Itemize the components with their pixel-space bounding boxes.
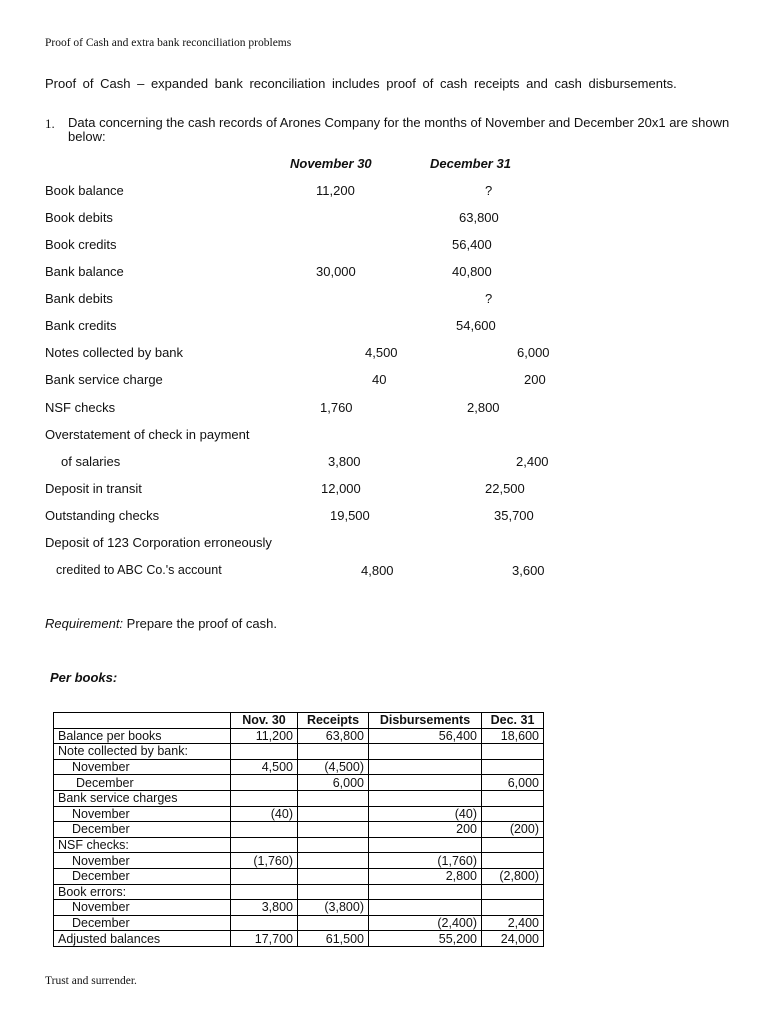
table-cell: Note collected by bank: — [54, 744, 231, 760]
table-cell: 2,800 — [369, 868, 482, 884]
table-cell — [482, 744, 544, 760]
table-cell — [231, 915, 298, 931]
requirement-text: Prepare the proof of cash. — [123, 616, 277, 631]
table-cell: (40) — [231, 806, 298, 822]
requirement — [45, 616, 277, 631]
column-header-december: December 31 — [430, 156, 511, 171]
table-cell: 11,200 — [231, 728, 298, 744]
proof-of-cash-table — [53, 712, 544, 947]
table-row — [54, 775, 544, 791]
row-label: NSF checks — [45, 400, 116, 415]
table-cell — [482, 759, 544, 775]
table-cell: 6,000 — [482, 775, 544, 791]
table-cell: November — [54, 853, 231, 869]
table-cell — [482, 837, 544, 853]
row-label: Book debits — [45, 210, 113, 225]
table-cell — [231, 744, 298, 760]
row-label: of salaries — [61, 454, 121, 469]
row-nov-value: 12,000 — [321, 481, 361, 496]
table-row — [54, 915, 544, 931]
table-cell: 55,200 — [369, 931, 482, 947]
table-cell — [231, 822, 298, 838]
table-cell: Adjusted balances — [54, 931, 231, 947]
row-nov-value: 30,000 — [316, 264, 356, 279]
header-cell — [54, 713, 231, 729]
table-cell — [369, 900, 482, 916]
table-cell — [482, 790, 544, 806]
table-cell: 4,500 — [231, 759, 298, 775]
row-label: Bank debits — [45, 291, 113, 306]
table-row — [54, 884, 544, 900]
table-row — [54, 853, 544, 869]
row-dec-value: 56,400 — [452, 237, 492, 252]
table-cell: November — [54, 806, 231, 822]
table-cell — [482, 884, 544, 900]
row-nov-value: 4,500 — [365, 345, 398, 360]
row-label: Outstanding checks — [45, 508, 160, 523]
table-row — [54, 868, 544, 884]
document-title: Proof of Cash and extra bank reconciliation problems — [45, 37, 292, 49]
table-cell: 6,000 — [298, 775, 369, 791]
table-cell: (2,800) — [482, 868, 544, 884]
table-cell — [298, 790, 369, 806]
row-dec-value: 35,700 — [494, 508, 534, 523]
table-cell — [298, 868, 369, 884]
table-cell — [298, 822, 369, 838]
table-cell — [482, 853, 544, 869]
per-books-heading: Per books: — [50, 670, 118, 685]
table-cell — [298, 837, 369, 853]
row-dec-value: 3,600 — [512, 563, 545, 578]
row-dec-value: 63,800 — [459, 210, 499, 225]
table-cell: (3,800) — [298, 900, 369, 916]
row-dec-value: 2,400 — [516, 454, 549, 469]
table-cell: 200 — [369, 822, 482, 838]
table-cell — [298, 884, 369, 900]
requirement-label: Requirement: — [45, 616, 124, 631]
table-cell: NSF checks: — [54, 837, 231, 853]
table-cell: December — [54, 915, 231, 931]
footer-text: Trust and surrender. — [45, 975, 137, 987]
table-row — [54, 728, 544, 744]
table-cell: (200) — [482, 822, 544, 838]
table-cell: 56,400 — [369, 728, 482, 744]
table-cell — [231, 837, 298, 853]
table-cell — [298, 744, 369, 760]
table-cell — [298, 915, 369, 931]
row-label: Overstatement of check in payment — [45, 427, 250, 442]
table-cell: November — [54, 759, 231, 775]
table-cell — [369, 837, 482, 853]
row-nov-value: 4,800 — [361, 563, 394, 578]
table-cell: (1,760) — [231, 853, 298, 869]
table-cell — [231, 790, 298, 806]
table-cell: (4,500) — [298, 759, 369, 775]
row-label: Book credits — [45, 237, 117, 252]
table-cell: 17,700 — [231, 931, 298, 947]
row-label: Bank credits — [45, 318, 117, 333]
row-nov-value: 40 — [372, 372, 387, 387]
row-dec-value: 2,800 — [467, 400, 500, 415]
row-dec-value: ? — [485, 183, 493, 198]
row-nov-value: 1,760 — [320, 400, 353, 415]
table-cell: 24,000 — [482, 931, 544, 947]
row-label: credited to ABC Co.'s account — [56, 563, 222, 577]
row-dec-value: 40,800 — [452, 264, 492, 279]
header-cell: Disbursements — [369, 713, 482, 729]
table-cell: December — [54, 775, 231, 791]
table-row — [54, 744, 544, 760]
table-cell: 18,600 — [482, 728, 544, 744]
table-cell — [231, 775, 298, 791]
table-row — [54, 806, 544, 822]
table-cell: Book errors: — [54, 884, 231, 900]
table-cell — [231, 868, 298, 884]
intro-paragraph: Proof of Cash – expanded bank reconciliation includes proof of cash receipts and cash disbursements. — [45, 76, 677, 91]
table-cell: December — [54, 868, 231, 884]
row-nov-value: 3,800 — [328, 454, 361, 469]
table-row — [54, 931, 544, 947]
table-row — [54, 790, 544, 806]
table-cell — [482, 900, 544, 916]
row-label: Bank service charge — [45, 372, 163, 387]
row-label: Deposit in transit — [45, 481, 142, 496]
row-nov-value: 11,200 — [316, 183, 355, 198]
table-cell: December — [54, 822, 231, 838]
table-cell: 2,400 — [482, 915, 544, 931]
table-header-row — [54, 713, 544, 729]
table-cell — [369, 775, 482, 791]
table-cell — [482, 806, 544, 822]
table-cell: 61,500 — [298, 931, 369, 947]
table-cell: 63,800 — [298, 728, 369, 744]
table-cell — [369, 790, 482, 806]
header-cell: Nov. 30 — [231, 713, 298, 729]
header-cell: Dec. 31 — [482, 713, 544, 729]
table-cell: 3,800 — [231, 900, 298, 916]
table-row — [54, 822, 544, 838]
table-row — [54, 900, 544, 916]
row-dec-value: 22,500 — [485, 481, 525, 496]
table-row — [54, 837, 544, 853]
row-label: Book balance — [45, 183, 124, 198]
row-dec-value: 6,000 — [517, 345, 550, 360]
table-cell: Bank service charges — [54, 790, 231, 806]
row-dec-value: ? — [485, 291, 493, 306]
table-cell — [298, 853, 369, 869]
question-number: 1. — [45, 116, 55, 131]
column-header-november: November 30 — [290, 156, 372, 171]
header-cell: Receipts — [298, 713, 369, 729]
table-cell: (1,760) — [369, 853, 482, 869]
row-nov-value: 19,500 — [330, 508, 370, 523]
row-label: Deposit of 123 Corporation erroneously — [45, 535, 272, 550]
table-cell: (40) — [369, 806, 482, 822]
row-label: Bank balance — [45, 264, 124, 279]
table-cell — [231, 884, 298, 900]
table-cell — [298, 806, 369, 822]
table-cell — [369, 884, 482, 900]
table-cell: November — [54, 900, 231, 916]
table-row — [54, 759, 544, 775]
row-label: Notes collected by bank — [45, 345, 184, 360]
question-text: Data concerning the cash records of Arones Company for the months of November and December 20x1 are shown below: — [68, 115, 730, 144]
table-cell: (2,400) — [369, 915, 482, 931]
table-cell — [369, 759, 482, 775]
row-dec-value: 54,600 — [456, 318, 496, 333]
table-cell — [369, 744, 482, 760]
row-dec-value: 200 — [524, 372, 546, 387]
table-cell: Balance per books — [54, 728, 231, 744]
